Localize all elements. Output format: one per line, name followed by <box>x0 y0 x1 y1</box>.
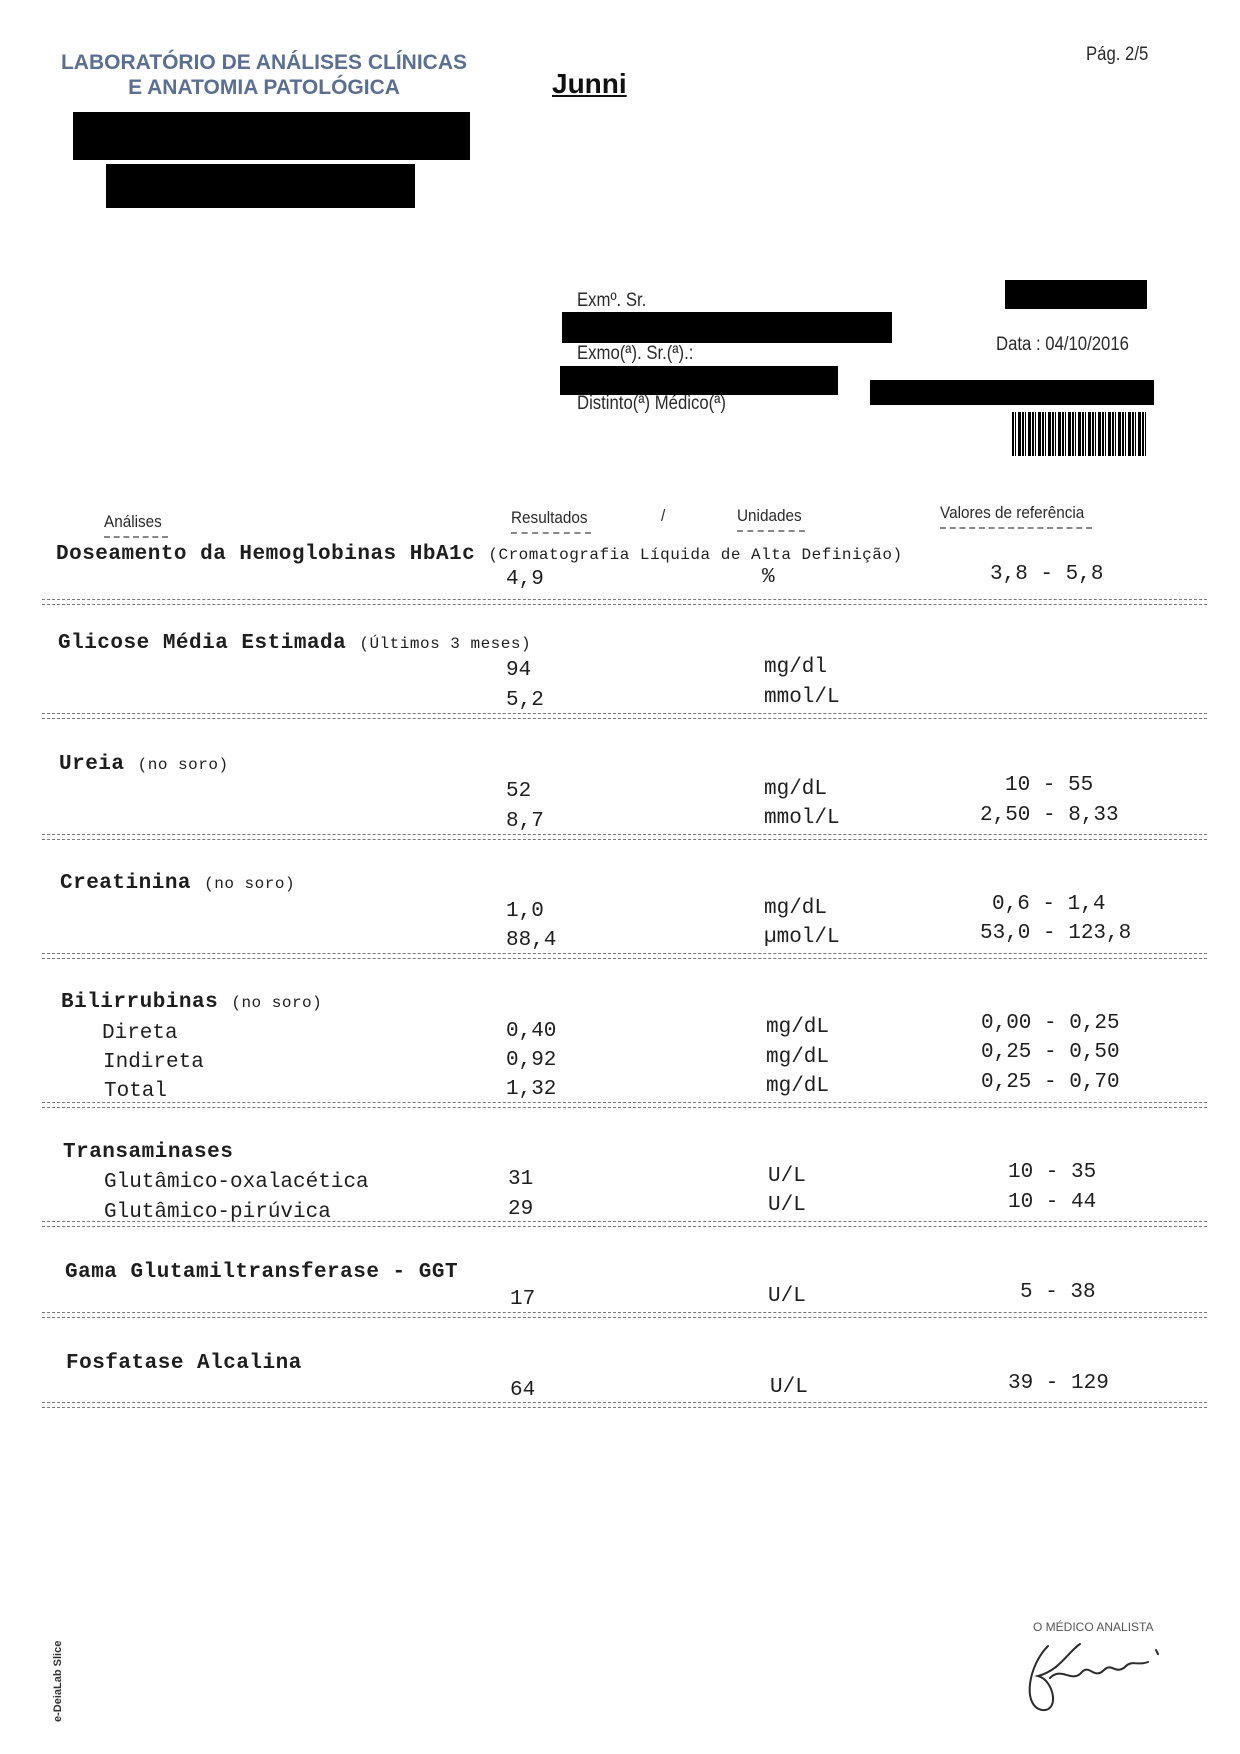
result-unit: mg/dL <box>766 1016 830 1039</box>
redacted-recipient-2 <box>560 366 838 395</box>
lab-name-line2: E ANATOMIA PATOLÓGICA <box>128 76 400 99</box>
underline-analyses <box>104 536 168 538</box>
column-header-slash: / <box>661 506 666 525</box>
test-title: Creatinina <box>60 872 192 895</box>
result-unit: U/L <box>768 1165 806 1188</box>
date-value: 04/10/2016 <box>1045 334 1129 355</box>
column-header-results: Resultados <box>511 508 588 527</box>
result-reference: 53,0 - 123,8 <box>980 922 1132 945</box>
section-divider <box>42 713 1207 719</box>
sub-test-label: Glutâmico-oxalacética <box>104 1171 369 1194</box>
recipient-label-1: Exmº. Sr. <box>577 290 647 311</box>
sub-test-label: Indireta <box>103 1051 204 1074</box>
section-divider <box>42 599 1207 605</box>
result-unit: U/L <box>770 1376 808 1399</box>
result-unit: mmol/L <box>764 686 840 709</box>
result-unit: mg/dL <box>766 1075 830 1098</box>
test-name-bilirrubinas <box>61 991 322 1014</box>
underline-units <box>737 530 805 532</box>
test-title: Bilirrubinas <box>61 991 219 1014</box>
result-unit: mg/dL <box>764 778 828 801</box>
redacted-id <box>1005 280 1147 309</box>
test-title: Ureia <box>59 753 125 776</box>
result-unit: mmol/L <box>764 807 840 830</box>
test-name-ureia <box>59 753 229 776</box>
result-unit: mg/dL <box>766 1046 830 1069</box>
result-value: 5,2 <box>506 689 544 712</box>
result-reference: 5 - 38 <box>1020 1281 1096 1304</box>
test-title: Glicose Média Estimada <box>58 632 347 655</box>
test-name-glicose <box>58 632 531 655</box>
test-method: (Últimos 3 meses) <box>359 635 532 653</box>
test-name-ggt: Gama Glutamiltransferase - GGT <box>65 1261 459 1284</box>
result-value: 1,32 <box>506 1078 557 1101</box>
result-value: 1,0 <box>506 900 544 923</box>
result-value: 52 <box>506 780 532 803</box>
result-value: 0,92 <box>506 1049 557 1072</box>
result-unit: mg/dl <box>764 656 828 679</box>
section-divider <box>42 1312 1207 1318</box>
result-reference: 0,00 - 0,25 <box>981 1012 1120 1035</box>
result-reference: 10 - 44 <box>1008 1191 1097 1214</box>
result-unit: U/L <box>768 1194 806 1217</box>
recipient-label-2: Exmo(ª). Sr.(ª).: <box>577 343 694 364</box>
result-reference: 0,6 - 1,4 <box>992 893 1106 916</box>
redacted-doctor <box>870 380 1154 405</box>
lab-name <box>58 50 470 100</box>
test-name-creatinina <box>60 872 295 895</box>
test-title: Doseamento da Hemoglobinas HbA1c <box>56 543 476 566</box>
result-reference: 0,25 - 0,70 <box>981 1071 1120 1094</box>
result-value: 29 <box>508 1198 534 1221</box>
redacted-recipient-1 <box>562 312 892 343</box>
test-method: (no soro) <box>231 994 323 1012</box>
result-reference: 39 - 129 <box>1008 1372 1109 1395</box>
result-reference: 2,50 - 8,33 <box>980 804 1119 827</box>
result-value: 17 <box>510 1288 536 1311</box>
sub-test-label: Total <box>104 1080 168 1103</box>
section-divider <box>42 1102 1207 1108</box>
redacted-address-1 <box>73 112 470 160</box>
result-value: 0,40 <box>506 1020 557 1043</box>
section-divider <box>42 1221 1207 1227</box>
sub-test-label: Glutâmico-pirúvica <box>104 1201 331 1224</box>
analyst-label: O MÉDICO ANALISTA <box>1033 1620 1154 1634</box>
test-name-hba1c <box>56 543 903 566</box>
result-reference: 3,8 - 5,8 <box>990 563 1104 586</box>
section-divider <box>42 834 1207 840</box>
recipient-label-3: Distinto(ª) Médico(ª) <box>577 393 726 414</box>
result-reference: 10 - 35 <box>1008 1161 1097 1184</box>
test-method: (no soro) <box>137 756 229 774</box>
redacted-address-2 <box>106 164 415 208</box>
report-date <box>996 334 1129 356</box>
test-name-fosfatase: Fosfatase Alcalina <box>66 1352 302 1375</box>
date-label: Data : <box>996 334 1041 355</box>
result-reference: 10 - 55 <box>1005 774 1094 797</box>
software-label: e-DeiaLab Slice <box>52 1640 64 1722</box>
result-unit: U/L <box>768 1285 806 1308</box>
result-value: 8,7 <box>506 810 544 833</box>
result-reference: 0,25 - 0,50 <box>981 1041 1120 1064</box>
result-value: 88,4 <box>506 929 557 952</box>
result-unit: µmol/L <box>764 926 840 949</box>
signature <box>1020 1636 1170 1716</box>
result-value: 64 <box>510 1379 536 1402</box>
result-value: 4,9 <box>506 568 544 591</box>
test-method: (no soro) <box>204 875 296 893</box>
underline-reference <box>940 527 1092 529</box>
result-value: 31 <box>508 1168 534 1191</box>
column-header-units: Unidades <box>737 506 802 525</box>
sub-test-label: Direta <box>102 1022 178 1045</box>
result-unit: mg/dL <box>764 897 828 920</box>
result-unit: % <box>762 566 775 589</box>
column-header-analyses: Análises <box>104 512 162 531</box>
test-method: (Cromatografia Líquida de Alta Definição) <box>488 546 903 564</box>
test-name-transaminases: Transaminases <box>63 1141 234 1164</box>
underline-results <box>511 532 591 534</box>
barcode <box>1012 412 1146 456</box>
section-divider <box>42 1402 1207 1408</box>
lab-name-line1: LABORATÓRIO DE ANÁLISES CLÍNICAS <box>60 51 467 74</box>
column-header-reference: Valores de referência <box>940 503 1085 522</box>
section-divider <box>42 953 1207 959</box>
result-value: 94 <box>506 659 532 682</box>
brand-logo: Junni <box>552 68 627 99</box>
page-number: Pág. 2/5 <box>1086 44 1149 65</box>
